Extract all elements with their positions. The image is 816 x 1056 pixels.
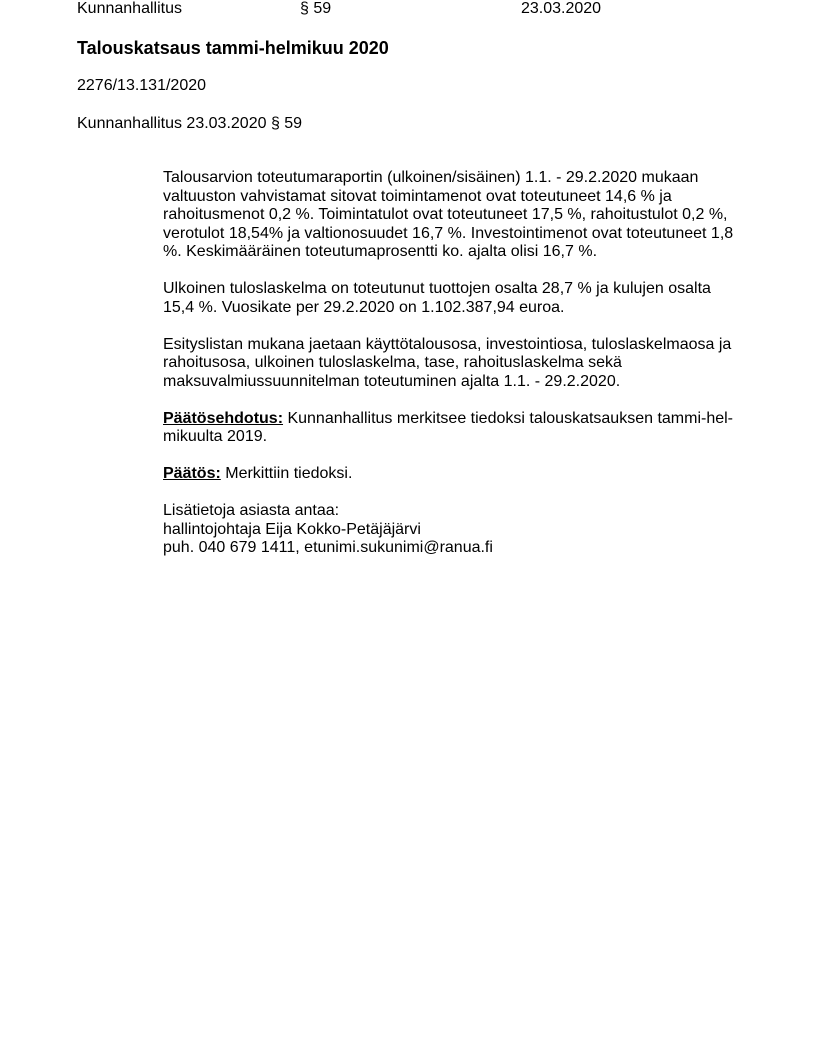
text-line: Talousarvion toteutumaraportin (ulkoinen/sisäinen) 1.1. - 29.2.2020 mukaan <box>163 169 699 186</box>
proposal-text-continued: mikuulta 2019. <box>163 428 268 445</box>
decision-label: Päätös: <box>163 465 221 482</box>
paragraph-budget-report <box>163 169 753 262</box>
text-line: verotulot 18,54% ja valtionosuudet 16,7 %. Investointimenot ovat toteutuneet 1,8 <box>163 224 734 242</box>
header-organ: Kunnanhallitus <box>77 0 182 17</box>
text-line: rahoitusmenot 0,2 %. Toimintatulot ovat toteutuneet 17,5 %, rahoitustulot 0,2 %, <box>163 206 728 223</box>
paragraph-decision <box>163 465 753 484</box>
text-line: rahoitusosa, ulkoinen tuloslaskelma, tase, rahoituslaskelma sekä <box>163 354 622 371</box>
proposal-label: Päätösehdotus: <box>163 409 284 427</box>
decision-text: Merkittiin tiedoksi. <box>220 465 353 482</box>
contact-person: hallintojohtaja Eija Kokko-Petäjäjärvi <box>163 520 421 538</box>
header-section: § 59 <box>300 0 332 17</box>
text-line: %. Keskimääräinen toteutumaprosentti ko. ajalta olisi 16,7 %. <box>163 243 598 260</box>
paragraph-attachments <box>163 336 753 392</box>
contact-phone-email: puh. 040 679 1411, etunimi.sukunimi@ranua.fi <box>163 539 493 556</box>
contact-intro: Lisätietoja asiasta antaa: <box>163 502 340 519</box>
proposal-line <box>163 410 753 429</box>
meeting-line: Kunnanhallitus 23.03.2020 § 59 <box>77 115 303 132</box>
paragraph-proposal <box>163 410 753 447</box>
text-line: valtuuston vahvistamat sitovat toimintamenot ovat toteutuneet 14,6 % ja <box>163 187 672 205</box>
text-line: Esityslistan mukana jaetaan käyttötalousosa, investointiosa, tuloslaskelmaosa ja <box>163 335 732 353</box>
record-number: 2276/13.131/2020 <box>77 77 207 94</box>
paragraph-contact <box>163 502 753 558</box>
paragraph-income-statement <box>163 280 753 317</box>
text-line: maksuvalmiussuunnitelman toteutuminen ajalta 1.1. - 29.2.2020. <box>163 372 621 390</box>
document-body <box>163 169 753 576</box>
text-line: 15,4 %. Vuosikate per 29.2.2020 on 1.102.387,94 euroa. <box>163 298 565 316</box>
decision-line <box>163 465 753 484</box>
text-line: Ulkoinen tuloslaskelma on toteutunut tuottojen osalta 28,7 % ja kulujen osalta <box>163 280 711 297</box>
header-date: 23.03.2020 <box>521 0 602 17</box>
proposal-text: Kunnanhallitus merkitsee tiedoksi talouskatsauksen tammi-hel- <box>283 409 734 427</box>
page-title: Talouskatsaus tammi-helmikuu 2020 <box>77 38 389 58</box>
